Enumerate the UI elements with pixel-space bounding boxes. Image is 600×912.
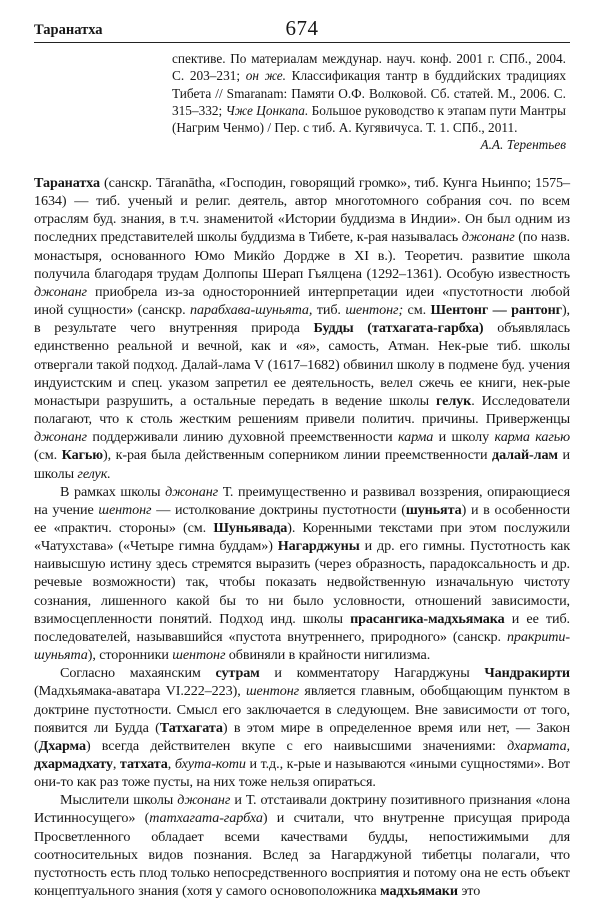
italic-term: карма — [397, 429, 434, 446]
text-run: ) и в особенности ее «практич. стороны» (см. — [34, 501, 570, 536]
text-run: ), сторонники — [87, 647, 173, 664]
text-run: см. — [403, 302, 431, 319]
bold-term: Чандракирти — [484, 665, 570, 682]
italic-term: Чже Цонкапа. — [225, 102, 309, 118]
text-run: Мыслители школы — [60, 792, 178, 809]
italic-term: карма кагью — [494, 429, 570, 446]
italic-term: джонанг — [34, 429, 87, 446]
text-run: , — [112, 756, 120, 772]
text-run: ), к-рая была действенным соперником линии преемственности — [102, 447, 493, 464]
text-run: ) всегда действителен вкупе с его наивысшими значениями: — [85, 737, 508, 754]
bold-term: татхата — [119, 756, 168, 772]
italic-term: шентонг — [245, 683, 300, 700]
italic-term: бхута-коти — [174, 756, 246, 772]
bibliography-block — [172, 50, 566, 154]
text-run: поддерживали линию духовной преемственности — [86, 429, 398, 446]
bold-term: Дхарма — [38, 737, 86, 754]
text-run: и школы — [34, 447, 570, 482]
bold-term: дхармадхату — [34, 756, 113, 772]
article-paragraph — [34, 483, 570, 665]
running-head — [34, 16, 570, 43]
text-run: тиб. — [312, 302, 346, 319]
bold-term: гелук — [436, 392, 472, 409]
article-paragraph — [34, 791, 570, 900]
italic-term: он же. — [245, 68, 287, 84]
article-body — [34, 174, 570, 900]
text-run: , — [167, 756, 175, 772]
italic-term: джонанг — [177, 792, 231, 809]
text-run: спективе. По материалам междунар. науч. конф. 2001 г. СПб., 2004. С. 203–231; — [172, 51, 566, 84]
bold-term: сутрам — [215, 665, 260, 682]
text-run: (Мадхьямака-аватара VI.222–223), — [34, 683, 246, 700]
text-run: Согласно махаянским — [60, 665, 216, 682]
article-author: А.А. Терентьев — [480, 137, 566, 153]
bold-term: Таранатха — [34, 175, 100, 191]
bold-term: Кагью — [61, 447, 103, 464]
italic-term: шентонг — [172, 647, 226, 664]
text-run: ) в этом мире в определенное время или нет, — Закон ( — [34, 719, 570, 754]
text-run: и комментатору Нагарджуны — [259, 665, 485, 682]
text-run: и т.д., к-рые и называются «иными сущностями». Вот они-то как раз тоже пусты, на них тоже нельзя опираться. — [34, 756, 570, 791]
italic-term: джонанг — [34, 283, 87, 300]
italic-term: шентонг — [98, 501, 152, 518]
text-run: и др. его гимны. Пустотность как наивысшую истину здесь стремятся выразить (через образность, парадоксальность и др. речевые возможности) так, чтобы показать недвойственную изначальную чистоту сознания, лишенного какой бы то ни было условности, отношений зависимости, взимосцепленности понятий. Подход инд. школы — [34, 538, 570, 627]
text-run: (санскр. Tāranātha, «Господин, говорящий громко», тиб. Кунга Ньинпо; 1575–1634) — тиб. ученый и религ. деятель, автор многотомного собрания соч. по всем отраслям буд. знания, в т.ч. знаменитой «Истории буддизма в Индии». Он был одним из последних представителей школы буддизма в Тибете, к-рая называлась — [34, 175, 570, 246]
text-run: ), в результате чего внутренняя природа — [34, 302, 570, 337]
text-run: Т. преимущественно и развивал воззрения, опирающиеся на учение — [34, 483, 570, 518]
text-run: (см. — [34, 447, 62, 464]
bibliography-text — [172, 50, 566, 136]
text-run: и Т. отстаивали доктрину позитивного признания «лона Истинносущего» ( — [34, 792, 570, 827]
bold-term: прасангика-мадхьямака — [350, 610, 505, 627]
italic-term: пракрити-шуньята — [34, 628, 570, 664]
bold-term: Татхагата — [159, 719, 223, 736]
text-run: объявлялась единственно реальной и вечной, как и «я», самость, Атман. Нек-рые тиб. школы отвергали такой подход. Далай-лама V (1617–1682) обвинил школу в подмене буд. учения индуистским и спец. указом запретил ее деятельность, велел сжечь ее книги, нек-рые монастыри разрушить, а остальные передать в ведение школы — [34, 320, 570, 409]
text-run: — истолкование доктрины пустотности ( — [151, 501, 406, 518]
bold-term: Нагарджуны — [277, 538, 360, 555]
text-run: В рамках школы — [60, 483, 166, 500]
text-run: является главным, обобщающим пунктом в доктрине пустотности. Смысл его заключается в следующем. Вне зависимости от того, появится ли Будда ( — [34, 683, 570, 736]
bold-term: мадхьямаки — [380, 883, 458, 900]
bold-term: Шентонг — рантонг — [430, 302, 562, 319]
text-run: и школу — [433, 429, 495, 446]
text-run: Большое руководство к этапам пути Мантры (Нагрим Ченмо) / Пер. с тиб. А. Кугявичуса. Т. 1. СПб., 2011. — [172, 102, 566, 136]
text-run: (по назв. монастыря, основанного Юмо Микйо Дордже в XI в.). Теоретич. развитие школа получила благодаря трудам Долпопы Шерап Гьялцена (1292–1361). Особую известность — [34, 229, 570, 282]
italic-term: джонанг — [165, 483, 219, 500]
text-run: приобрела из-за одностороннией интерпретации идеи «пустотности любой иной сущности» (санскр. — [34, 283, 570, 319]
text-run: . Исследователи полагают, что к столь жестким решениям привели политич. причины. Приверженцы — [34, 392, 570, 428]
running-title: Таранатха — [34, 22, 103, 38]
italic-term: дхармата, — [507, 737, 570, 754]
text-run: Классификация тантр в буддийских традициях Тибета // Smaranam: Памяти О.Ф. Волковой. Сб. статей. М., 2006. С. 315–332; — [172, 68, 567, 118]
article-paragraph — [34, 664, 570, 791]
bold-term: далай-лам — [492, 447, 558, 464]
bold-term: Шуньявада — [213, 519, 288, 536]
italic-term: джонанг — [461, 229, 515, 246]
article-paragraph — [34, 174, 570, 483]
text-run: обвиняли в крайности нигилизма. — [225, 647, 431, 664]
italic-term: гелук. — [77, 465, 111, 482]
italic-term: шентонг; — [345, 302, 404, 319]
text-run: ). Коренными текстами при этом послужили «Чатухстава» («Четыре гимна буддам») — [34, 519, 570, 555]
text-run: ) и считали, что внутренне присущая природа Просветленного обладает всеми качествами будды, непостижимыми для соотносительных видов познания. Вслед за Нагарджуной тибетцы полагали, что пустотность есть плод только непосредственного восприятия и потому она не есть объект концептуального знания (хотя у самого основоположника — [34, 810, 570, 900]
bold-term: Будды (татхагата-гарбха) — [313, 320, 484, 337]
text-run: и ее тиб. последователей, называвшийся «пустота внутреннего, природного» (санскр. — [34, 610, 570, 645]
bold-term: шуньята — [405, 501, 462, 518]
page-number: 674 — [285, 16, 319, 40]
italic-term: татхагата-гарбха — [149, 810, 263, 827]
italic-term: парабхава-шуньята, — [190, 302, 313, 319]
text-run: это — [457, 883, 481, 900]
